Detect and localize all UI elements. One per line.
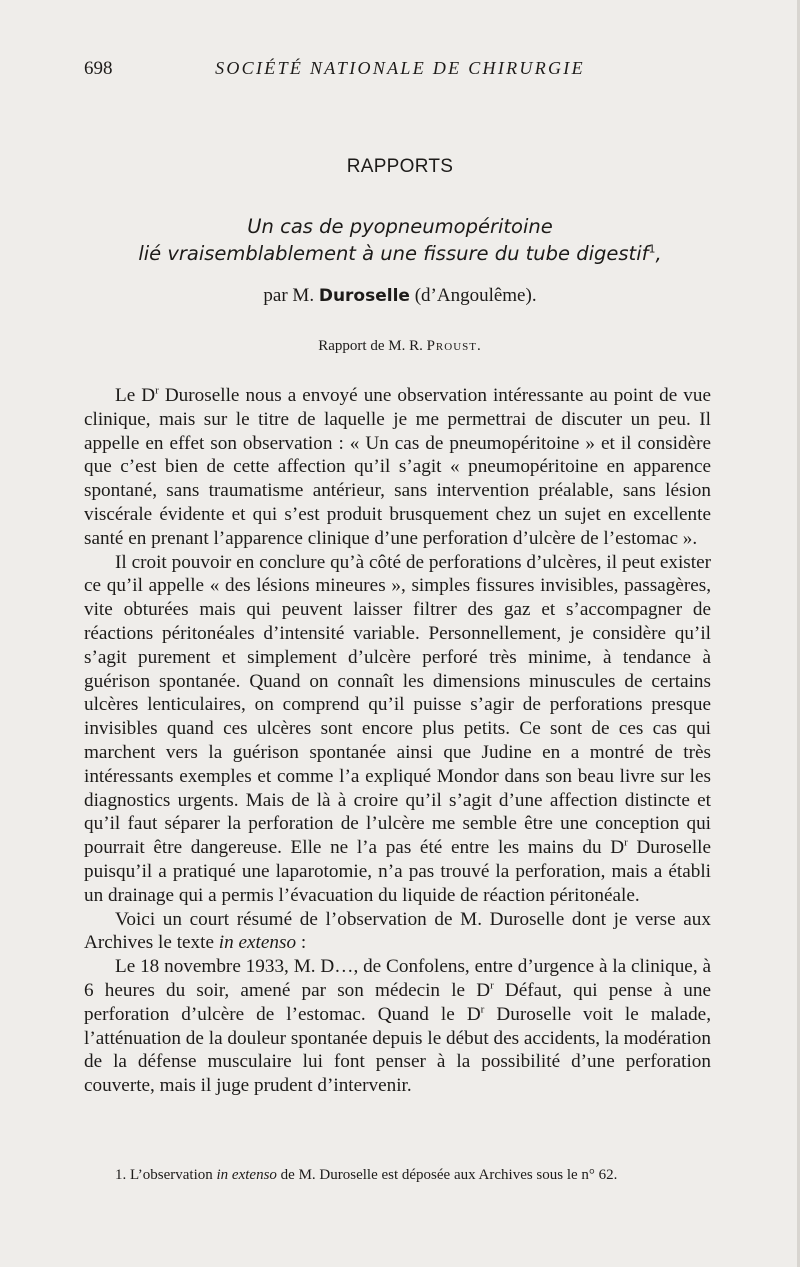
p4-sup-2: r — [480, 1003, 485, 1016]
section-heading: RAPPORTS — [346, 156, 454, 177]
byline-prefix: par M. — [263, 285, 315, 306]
paragraph-3 — [84, 908, 711, 956]
footnote — [84, 1167, 711, 1184]
author-place: (d’Angoulême). — [414, 285, 537, 306]
p1-text-b: Duroselle nous a envoyé une observation intéressante au point de vue clinique, mais sur le titre de laquelle je me permettrai de discuter un peu. Il appelle en effet son observation : « Un cas de pneumopéritoine » et il considère que c’est bien de cette affection qu’il s’agit « pneumopéritoine en apparence spontané, sans traumatisme antérieur, sans intervention préalable, sans lésion viscérale évidente et qui s’est produit brusquement chez un sujet en excellente santé en prenant l’apparence clinique d’une perforation d’ulcère de l’estomac ». — [84, 385, 711, 549]
byline — [0, 285, 800, 307]
footnote-text-b: de M. Duroselle est déposée aux Archives sous le n° 62. — [280, 1167, 618, 1183]
report-line — [0, 338, 800, 355]
paragraph-4 — [84, 955, 711, 1098]
footnote-italic: in extenso — [216, 1167, 277, 1183]
p3-italic: in extenso — [218, 932, 297, 954]
running-head — [84, 58, 716, 86]
p1-text-a: Le D — [115, 385, 156, 406]
journal-title: SOCIÉTÉ NATIONALE DE CHIRURGIE — [215, 58, 585, 78]
article-title-text-2: lié vraisemblablement à une fissure du tube digestif — [138, 242, 649, 265]
article-title-line-1 — [0, 215, 800, 238]
p2-text-b: Duroselle puisqu’il a pratiqué une laparotomie, n’a pas trouvé la perforation, mais a établi un drainage qui a permis l’évacuation du liquide de réaction péritonéale. — [84, 837, 711, 906]
p3-text-b: : — [296, 932, 307, 954]
page-number: 698 — [84, 58, 113, 79]
p4-text-c: Duroselle voit le malade, l’atténuation de la douleur spontanée depuis le début des accidents, la modération de la défense musculaire lui font penser à la possibilité d’une perforation couverte, mais il juge prudent d’intervenir. — [84, 1003, 711, 1097]
p4-text-a: Le 18 novembre 1933, M. D…, de Confolens, entre d’urgence à la clinique, à 6 heures du soir, amené par son médecin le D — [84, 956, 711, 1001]
p4-text-b: Défaut, qui pense à une perforation d’ulcère de l’estomac. Quand le D — [84, 979, 711, 1025]
title-footnote-marker: 1 — [648, 242, 656, 256]
author-name: Duroselle — [318, 286, 410, 306]
report-prefix: Rapport de M. R. — [318, 338, 423, 354]
footnote-text-a: L’observation — [130, 1167, 213, 1183]
rapporteur-name: Proust. — [426, 338, 482, 354]
article-title-text-1: Un cas de pyopneumopéritoine — [247, 215, 553, 238]
p4-sup-1: r — [490, 979, 494, 992]
paragraph-1 — [84, 384, 711, 551]
article-title-line-2: lié vraisemblablement à une fissure du tube digestif$^1$, — [138, 242, 662, 265]
p1-sup: r — [155, 384, 159, 397]
footnote-marker: 1. — [115, 1167, 127, 1183]
article-body — [84, 384, 711, 1098]
p3-text-a: Voici un court résumé de l’observation de M. Duroselle dont je verse aux Archives le texte — [84, 908, 711, 954]
p2-sup: r — [624, 836, 628, 849]
paragraph-2 — [84, 551, 711, 908]
p2-text-a: Il croit pouvoir en conclure qu’à côté de perforations d’ulcères, il peut exister ce qu’il appelle « des lésions mineures », simples fissures invisibles, passagères, vite obturées mais qui peuvent laisser filtrer des gaz et s’accompagner de réactions péritonéales d’intensité variable. Personnellement, je considère qu’il s’agit purement et simplement d’ulcère perforé très minime, à tendance à guérison spontanée. Quand on connaît les dimensions minuscules de certains ulcères lenticulaires, on comprend qu’il puisse s’agir de perforations presque invisibles quand ces ulcères sont encore plus petits. Ce sont de ces cas qui marchent vers la guérison spontanée ainsi que Judine en a montré de très intéressants exemples et comme l’a expliqué Mondor dans son beau livre sur les diagnostics urgents. Mais de là à croire qu’il s’agit d’une affection distincte et qu’il faut séparer la perforation de l’ulcère me semble être une conception qui pourrait être dangereuse. Elle ne l’a pas été entre les mains du D — [84, 551, 711, 859]
